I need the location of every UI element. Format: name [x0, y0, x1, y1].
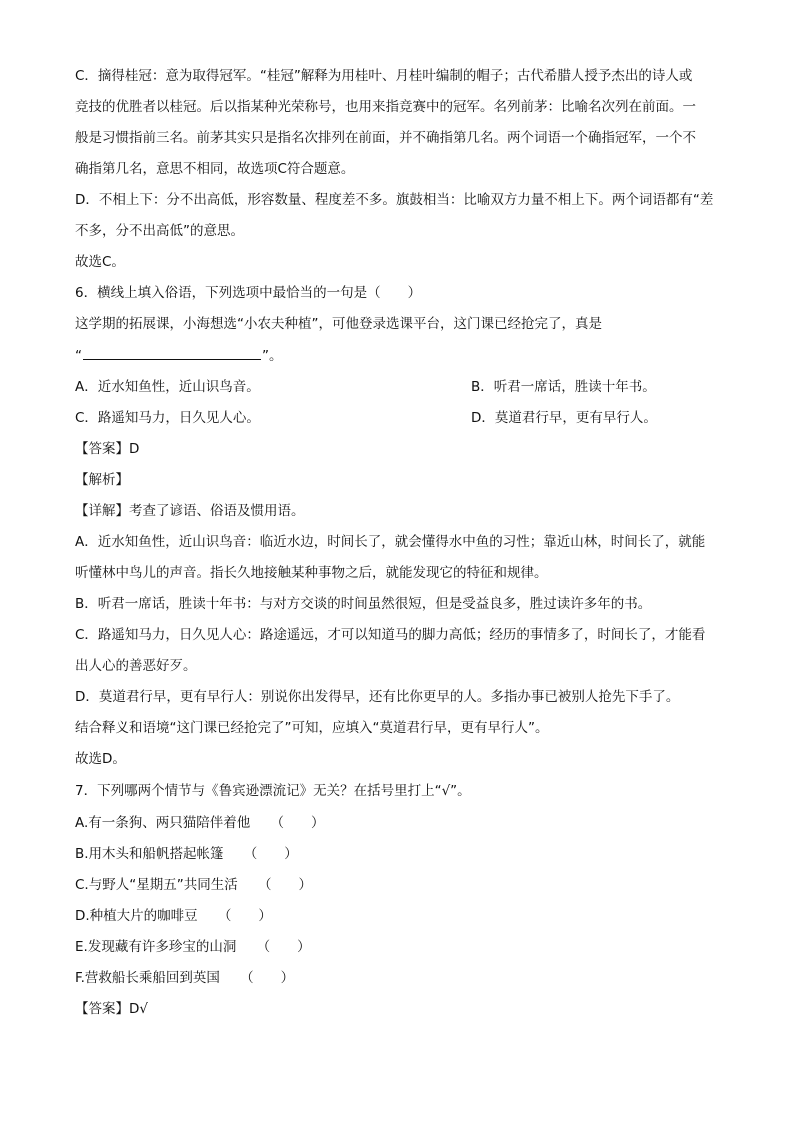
q6-explanation-b: B．听君一席话，胜读十年书：与对方交谈的时间虽然很短，但是受益良多，胜过读许多年的书。 [75, 596, 652, 612]
q5-option-d-explanation-line-1: D．不相上下：分不出高低，形容数量、程度差不多。旗鼓相当：比喻双方力量不相上下。两个词语都有“差 [75, 192, 714, 208]
q6-option-d: D．莫道君行早，更有早行人。 [471, 410, 657, 426]
blank-open-quote: “ [75, 348, 82, 364]
q7-item-b: B.用木头和船帆搭起帐篷 （ ） [75, 846, 298, 862]
q6-analysis-label: 【解析】 [75, 472, 129, 488]
q6-explanation-c-line-1: C．路遥知马力，日久见人心：路途遥远，才可以知道马的脚力高低；经历的事情多了，时间长了，才能看 [75, 627, 706, 643]
q7-item-c: C.与野人“星期五”共同生活 （ ） [75, 877, 312, 893]
q6-option-a: A．近水知鱼性，近山识鸟音。 [75, 379, 260, 395]
q7-item-d: D.种植大片的咖啡豆 （ ） [75, 908, 272, 924]
q6-detail-intro: 【详解】考查了谚语、俗语及惯用语。 [75, 503, 305, 519]
blank-close-quote: ”。 [262, 348, 283, 364]
q7-stem: 7．下列哪两个情节与《鲁宾逊漂流记》无关？在括号里打上“√”。 [75, 783, 471, 799]
q5-option-c-explanation-line-3: 般是习惯指前三名。前茅其实只是指名次排列在前面，并不确指第几名。两个词语一个确指冠军，一个不 [75, 130, 696, 146]
q7-item-e: E.发现藏有许多珍宝的山洞 （ ） [75, 939, 311, 955]
q6-options-row-2 [75, 408, 735, 428]
q6-stem: 6．横线上填入俗语，下列选项中最恰当的一句是（ ） [75, 285, 422, 301]
q6-explanation-c-line-2: 出人心的善恶好歹。 [75, 658, 197, 674]
q5-option-d-explanation-line-2: 不多，分不出高低”的意思。 [75, 223, 244, 239]
q5-option-c-explanation-line-2: 竞技的优胜者以桂冠。后以指某种光荣称号，也用来指竞赛中的冠军。名列前茅：比喻名次列在前面。一 [75, 99, 696, 115]
q6-context-line-2 [75, 345, 735, 366]
q7-item-f: F.营救船长乘船回到英国 （ ） [75, 970, 295, 986]
q6-conclusion: 故选D。 [75, 751, 126, 767]
q6-options-row-1 [75, 377, 735, 397]
q6-explanation-a-line-2: 听懂林中鸟儿的声音。指长久地接触某种事物之后，就能发现它的特征和规律。 [75, 565, 548, 581]
fill-in-blank-line [83, 345, 261, 360]
q6-option-c: C．路遥知马力，日久见人心。 [75, 410, 260, 426]
q5-option-c-explanation-line-1: C．摘得桂冠：意为取得冠军。“桂冠”解释为用桂叶、月桂叶编制的帽子；古代希腊人授予杰出的诗人或 [75, 68, 693, 84]
q6-option-b: B．听君一席话，胜读十年书。 [471, 379, 656, 395]
q7-answer: 【答案】D√ [75, 1001, 148, 1017]
q6-explanation-a-line-1: A．近水知鱼性，近山识鸟音：临近水边，时间长了，就会懂得水中鱼的习性；靠近山林，时间长了，就能 [75, 534, 706, 550]
q5-conclusion: 故选C。 [75, 254, 125, 270]
q5-option-c-explanation-line-4: 确指第几名，意思不相同，故选项C符合题意。 [75, 161, 355, 177]
q6-context-line-1: 这学期的拓展课，小海想选“小农夫种植”，可他登录选课平台，这门课已经抢完了，真是 [75, 316, 602, 332]
q7-item-a: A.有一条狗、两只猫陪伴着他 （ ） [75, 815, 325, 831]
q6-answer: 【答案】D [75, 441, 140, 457]
q6-combined-reasoning: 结合释义和语境“这门课已经抢完了”可知，应填入“莫道君行早，更有早行人”。 [75, 720, 549, 736]
q6-explanation-d: D．莫道君行早，更有早行人：别说你出发得早，还有比你更早的人。多指办事已被别人抢先下手了。 [75, 689, 680, 705]
